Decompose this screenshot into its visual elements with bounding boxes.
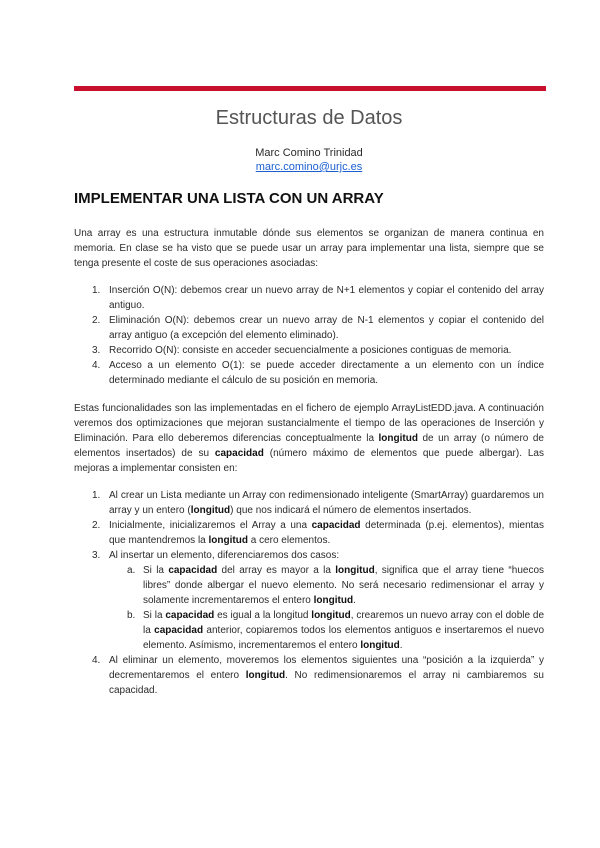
improvements-list <box>74 488 544 698</box>
section-heading: IMPLEMENTAR UNA LISTA CON UN ARRAY <box>74 190 384 207</box>
sub-list-letter: b. <box>127 610 136 621</box>
list-item-text: Inserción O(N): debemos crear un nuevo array de N+1 elementos y copiar el contenido del array antiguo. <box>109 285 544 311</box>
list-item: 2. Inicialmente, inicializaremos el Array a una capacidad determinada (p.ej. elementos), mientas que mantendremos la longitud a cero elementos. <box>92 520 544 546</box>
list-item <box>74 358 544 388</box>
header-accent-bar <box>74 86 546 91</box>
document-title: Estructuras de Datos <box>215 107 403 129</box>
list-number: 2. <box>92 315 101 326</box>
list-number: 3. <box>92 345 101 356</box>
list-item <box>74 343 544 358</box>
list-item-text: Recorrido O(N): consiste en acceder secuencialmente a posiciones contiguas de memoria. <box>109 345 512 356</box>
operations-list <box>74 283 544 388</box>
list-item-text: Eliminación O(N): debemos crear un nuevo array de N-1 elementos y copiar el contenido del array antiguo (a excepción del elemento eliminado). <box>109 315 544 341</box>
list-item: 4. Al eliminar un elemento, moveremos los elementos siguientes una “posición a la izquierda” y decrementaremos el entero longitud. No redimensionaremos el array ni cambiaremos su capacidad. <box>92 655 544 696</box>
list-item <box>74 283 544 313</box>
document-page <box>74 98 544 698</box>
sub-list-item: a. Si la capacidad del array es mayor a la longitud, significa que el array tiene “huecos libres” donde albergar el nuevo elemento. No será necesario redimensionar el array y solamente incrementaremos el entero longitud. <box>127 565 545 606</box>
list-item <box>74 313 544 343</box>
functionality-paragraph: Estas funcionalidades son las implementadas en el fichero de ejemplo ArrayListEDD.java. A continuación veremos dos optimizaciones que mejoran sustancialmente el tiempo de las operaciones de Inserción y Eliminación. Para ello deberemos diferencias conceptualmente la longitud de un array (o número de elementos insertados) de su capacidad (número máximo de elementos que puede albergar). Las mejoras a implementar consisten en: <box>74 403 544 474</box>
list-item: 1. Al crear un Lista mediante un Array con redimensionado inteligente (SmartArray) guardaremos un array y un entero (longitud) que nos indicará el número de elementos insertados. <box>92 490 544 516</box>
author-name: Marc Comino Trinidad <box>255 147 363 159</box>
list-number: 4. <box>92 655 101 666</box>
author-email-link[interactable]: marc.comino@urjc.es <box>255 161 363 173</box>
list-number: 2. <box>92 520 101 531</box>
list-number: 4. <box>92 360 101 371</box>
sub-list-item: b. Si la capacidad es igual a la longitud longitud, crearemos un nuevo array con el doble de la capacidad anterior, copiaremos todos los elementos antiguos e insertaremos el nuevo elemento. Asímismo, incrementaremos el entero longitud. <box>127 610 545 651</box>
sub-list-letter: a. <box>127 565 136 576</box>
list-item-text: Acceso a un elemento O(1): se puede acceder directamente a un elemento con un índice determinado mediante el cálculo de su posición en memoria. <box>109 360 544 386</box>
list-number: 3. <box>92 550 101 561</box>
list-number: 1. <box>92 285 101 296</box>
intro-paragraph: Una array es una estructura inmutable dónde sus elementos se organizan de manera continua en memoria. En clase se ha visto que se puede usar un array para implementar una lista, siempre que se tenga presente el coste de sus operaciones asociadas: <box>74 228 544 269</box>
list-number: 1. <box>92 490 101 501</box>
list-item: 3. Al insertar un elemento, diferenciaremos dos casos: <box>92 550 340 561</box>
